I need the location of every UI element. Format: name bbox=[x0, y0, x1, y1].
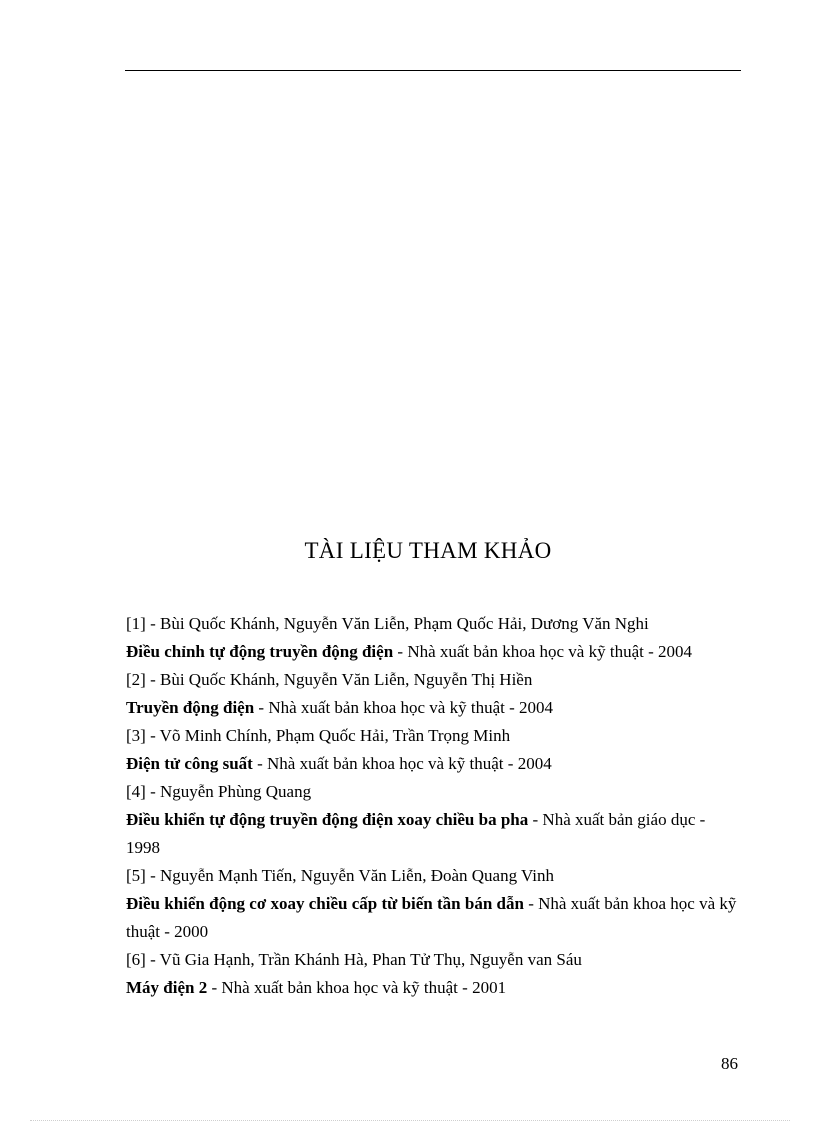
reference-authors: [4] - Nguyễn Phùng Quang bbox=[126, 782, 312, 801]
reference-authors: [3] - Võ Minh Chính, Phạm Quốc Hải, Trần Trọng Minh bbox=[126, 726, 511, 745]
reference-title: Truyền động điện bbox=[126, 698, 255, 717]
reference-authors: [6] - Vũ Gia Hạnh, Trần Khánh Hà, Phan Tử Thụ, Nguyễn van Sáu bbox=[126, 950, 582, 969]
reference-item bbox=[126, 722, 740, 778]
reference-details bbox=[126, 890, 740, 946]
header-rule bbox=[125, 70, 741, 71]
reference-details bbox=[126, 806, 740, 862]
reference-authors: [1] - Bùi Quốc Khánh, Nguyễn Văn Liễn, Phạm Quốc Hải, Dương Văn Nghi bbox=[126, 614, 649, 633]
reference-title: Điều khiển động cơ xoay chiều cấp từ biến tần bán dẫn bbox=[126, 894, 524, 913]
reference-title: Điều khiển tự động truyền động điện xoay chiều ba pha bbox=[126, 810, 529, 829]
reference-publisher: - Nhà xuất bản khoa học và kỹ thuật - 2004 bbox=[393, 642, 692, 661]
reference-details bbox=[126, 974, 740, 1002]
page-title: TÀI LIỆU THAM KHẢO bbox=[304, 538, 552, 563]
reference-item bbox=[126, 862, 740, 946]
reference-details bbox=[126, 750, 740, 778]
reference-authors: [2] - Bùi Quốc Khánh, Nguyễn Văn Liễn, Nguyễn Thị Hiền bbox=[126, 670, 533, 689]
page-number: 86 bbox=[721, 1054, 738, 1073]
reference-title: Máy điện 2 bbox=[126, 978, 208, 997]
reference-details bbox=[126, 638, 740, 666]
reference-item bbox=[126, 778, 740, 862]
reference-publisher: - Nhà xuất bản khoa học và kỹ thuật - 2004 bbox=[254, 698, 554, 717]
reference-title: Điều chỉnh tự động truyền động điện bbox=[126, 642, 394, 661]
reference-title: Điện tử công suất bbox=[126, 754, 253, 773]
reference-publisher: - Nhà xuất bản giáo dục - 1998 bbox=[126, 810, 706, 857]
reference-authors: [5] - Nguyễn Mạnh Tiến, Nguyễn Văn Liễn, Đoàn Quang Vinh bbox=[126, 866, 555, 885]
reference-publisher: - Nhà xuất bản khoa học và kỹ thuật - 2000 bbox=[126, 894, 737, 941]
reference-item bbox=[126, 946, 740, 1002]
reference-list bbox=[126, 610, 740, 1002]
reference-item bbox=[126, 610, 740, 666]
reference-publisher: - Nhà xuất bản khoa học và kỹ thuật - 2004 bbox=[252, 754, 552, 773]
reference-item bbox=[126, 666, 740, 722]
reference-details bbox=[126, 694, 740, 722]
footer-divider bbox=[30, 1120, 790, 1121]
reference-publisher: - Nhà xuất bản khoa học và kỹ thuật - 2001 bbox=[207, 978, 507, 997]
